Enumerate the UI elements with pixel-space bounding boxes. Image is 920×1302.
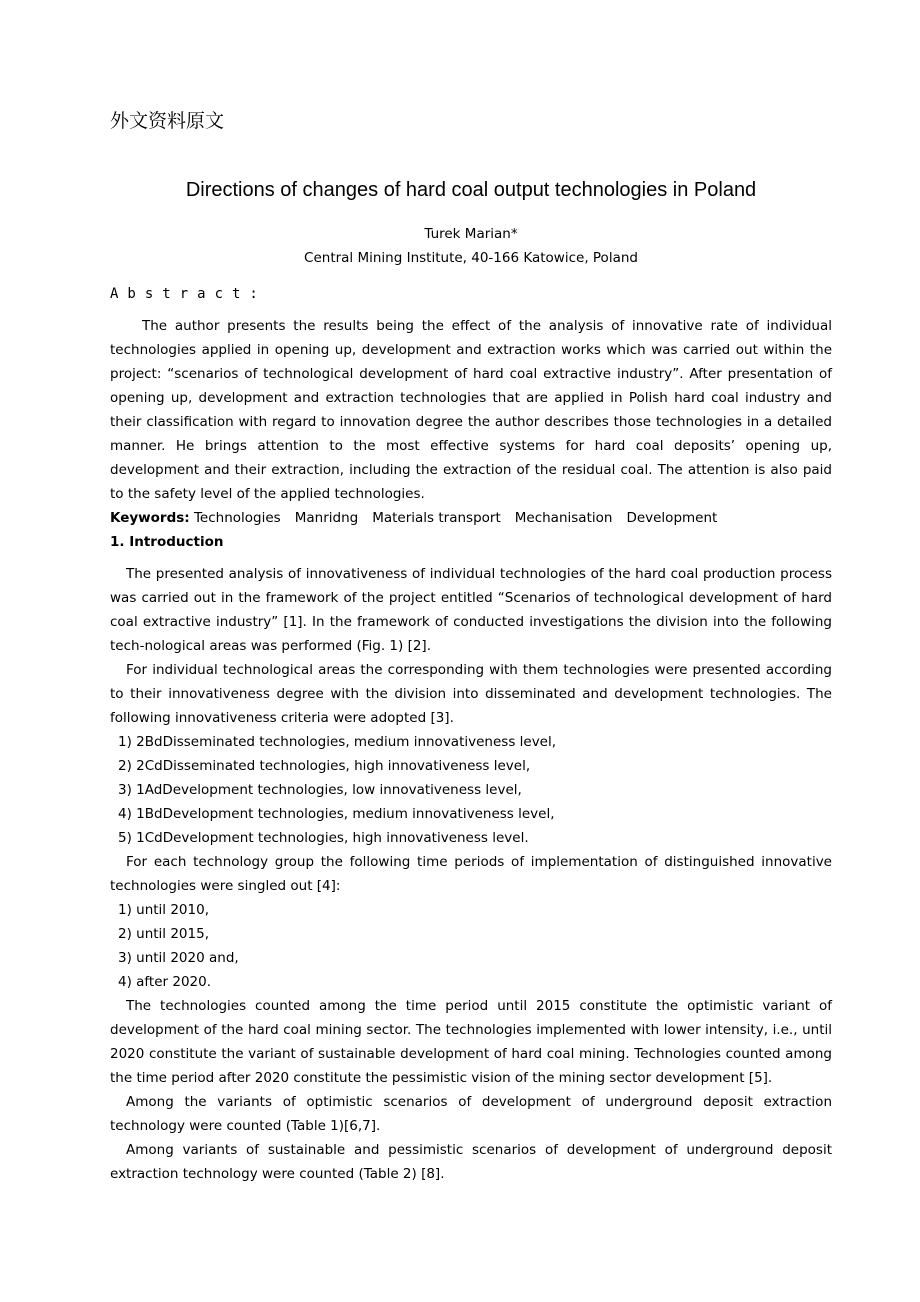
criteria-item: 4) 1BdDevelopment technologies, medium innovativeness level, [118,806,555,822]
keyword: Manridng [294,510,359,526]
keyword: Technologies [193,510,281,526]
criteria-item: 5) 1CdDevelopment technologies, high innovativeness level. [118,830,529,846]
criteria-item: 1) 2BdDisseminated technologies, medium innovativeness level, [118,734,557,750]
paper-title: Directions of changes of hard coal output technologies in Poland [185,179,757,201]
period-item: 2) until 2015, [118,926,209,942]
keywords-label: Keywords: [110,510,190,526]
period-item: 1) until 2010, [118,902,209,918]
abstract-paragraph: The author presents the results being the effect of the analysis of innovative rate of individual technologies applied in opening up, development and extraction works which was carried out within the project: “scenarios of technological development of hard coal extractive industry”. After presentation of opening up, development and extraction technologies that are applied in Polish hard coal industry and their classification with regard to innovation degree the author describes those technologies in a detailed manner. He brings attention to the most effective systems for hard coal deposits’ opening up, development and their extraction, including the extraction of the residual coal. The attention is also paid to the safety level of the applied technologies. [110,318,832,502]
criteria-item: 2) 2CdDisseminated technologies, high innovativeness level, [118,758,531,774]
criteria-item: 3) 1AdDevelopment technologies, low innovativeness level, [118,782,522,798]
intro-paragraph: The presented analysis of innovativeness of individual technologies of the hard coal production process was carried out in the framework of the project entitled “Scenarios of technological development of hard coal extractive industry” [1]. In the framework of conducted investigations the division into the following tech-nological areas was performed (Fig. 1) [2]. [110,566,832,654]
abstract-label: Abstract: [110,286,267,302]
intro-paragraph: Among variants of sustainable and pessimistic scenarios of development of underground deposit extraction technology were counted (Table 2) [8]. [110,1142,832,1182]
keyword: Development [626,510,718,526]
keyword: Mechanisation [514,510,613,526]
section-heading: 1. Introduction [110,534,224,550]
period-item: 4) after 2020. [118,974,212,990]
document-header: 外文资料原文 [110,110,225,132]
keywords-line [110,506,832,530]
body-text [110,314,832,1186]
author-affiliation: Central Mining Institute, 40-166 Katowice, Poland [304,250,638,266]
intro-paragraph: The technologies counted among the time period until 2015 constitute the optimistic variant of development of the hard coal mining sector. The technologies implemented with lower intensity, i.e., until 2020 constitute the variant of sustainable development of hard coal mining. Technologies counted among the time period after 2020 constitute the pessimistic vision of the mining sector development [5]. [110,998,832,1086]
intro-paragraph: Among the variants of optimistic scenarios of development of underground deposit extraction technology were counted (Table 1)[6,7]. [110,1094,832,1134]
document-page [110,108,832,1186]
author-name: Turek Marian* [424,226,518,242]
period-item: 3) until 2020 and, [118,950,239,966]
intro-paragraph: For individual technological areas the corresponding with them technologies were presented according to their innovativeness degree with the division into disseminated and development technologies. The following innovativeness criteria were adopted [3]. [110,662,832,726]
keyword: Materials transport [372,510,501,526]
intro-paragraph: For each technology group the following time periods of implementation of distinguished innovative technologies were singled out [4]: [110,854,832,894]
